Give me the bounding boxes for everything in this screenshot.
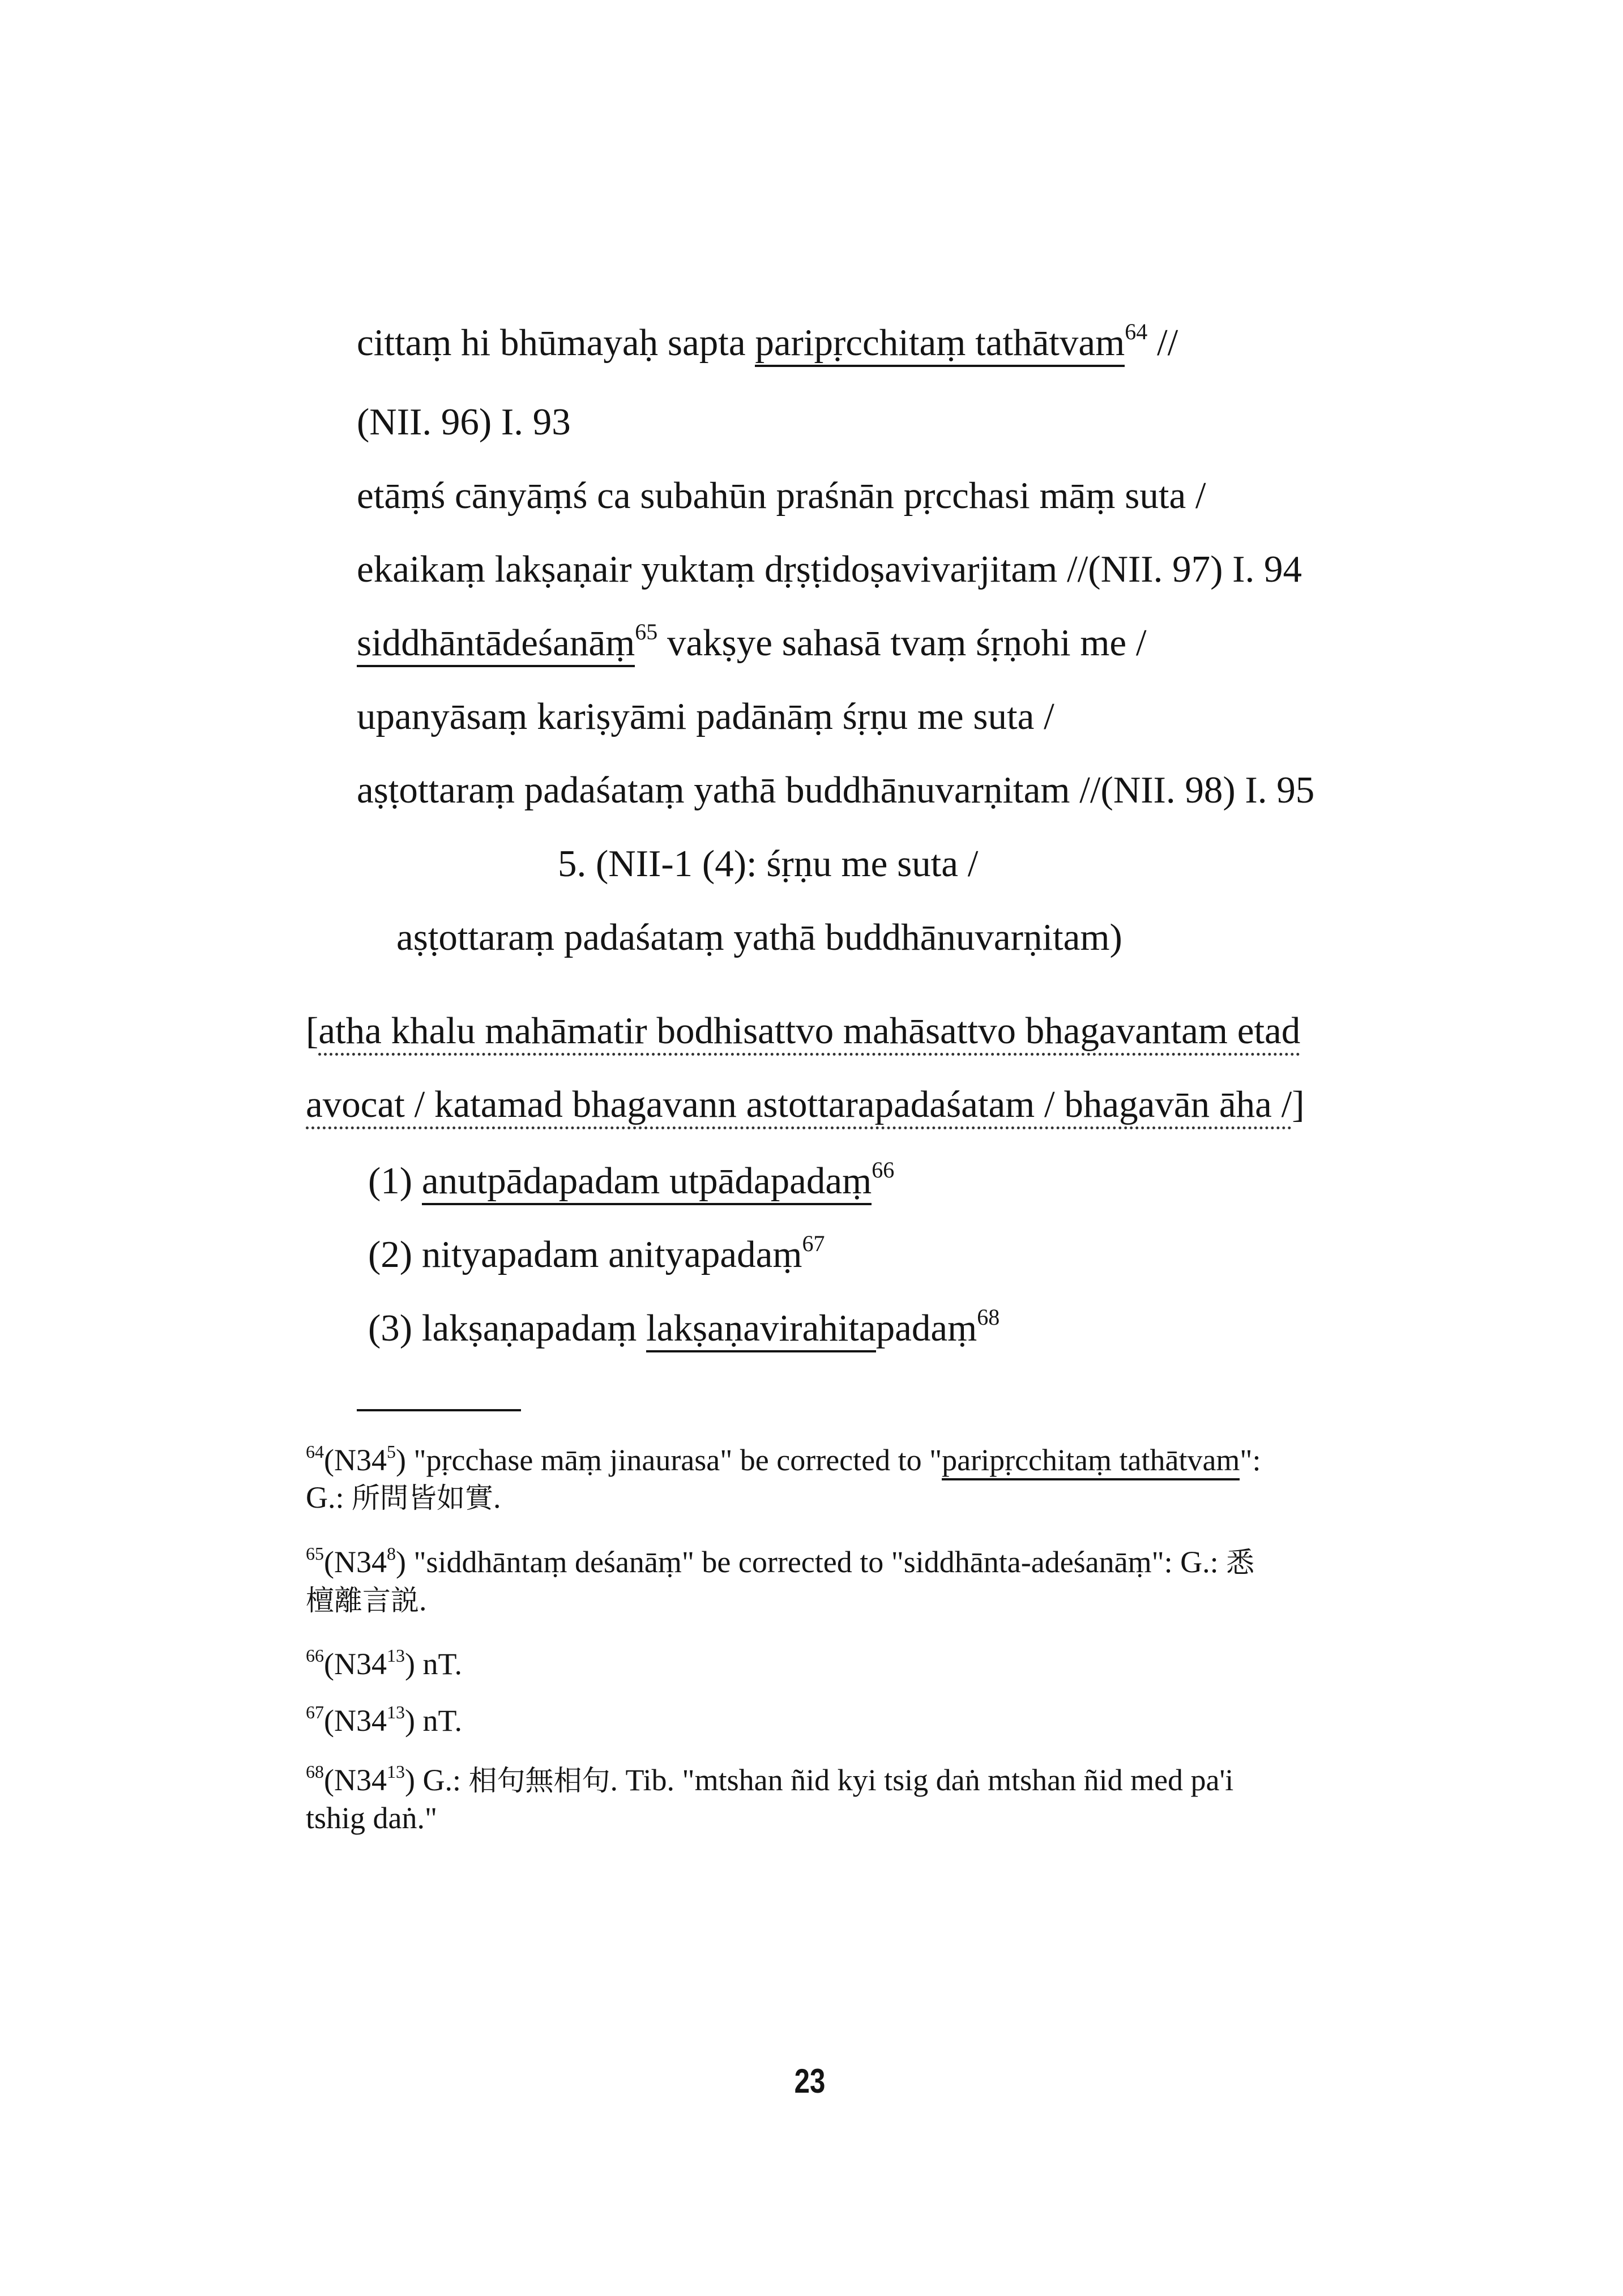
prose-line-1: [atha khalu mahāmatir bodhisattvo mahāsattvo bhagavantam etad [306,1008,1300,1053]
verse-line-6: upanyāsaṃ kariṣyāmi padānāṃ śṛṇu me suta / [357,695,1054,737]
verse-line-4: ekaikaṃ lakṣaṇair yuktaṃ dṛṣṭidoṣavivarjitam //(NII. 97) I. 94 [357,548,1302,590]
footnote-ref-64[interactable]: 64 [1125,319,1148,344]
underlined-term: lakṣaṇavirahita [646,1307,876,1352]
verse-line-7: aṣṭottaraṃ padaśataṃ yathā buddhānuvarṇitam //(NII. 98) I. 95 [357,769,1315,811]
prose-line-2: avocat / katamad bhagavann astottarapadaśatam / bhagavān āha /] [306,1082,1305,1127]
page-number: 23 [794,2062,826,2100]
footnote-ref-68[interactable]: 68 [977,1304,1000,1330]
footnote-67: $^{67}(N34^{13})$ nT. [306,1702,462,1738]
underlined-term: paripṛcchitaṃ tathātvam [942,1443,1240,1480]
verse-line-2: (NII. 96) I. 93 [357,401,571,443]
verse-line-3: etāṃś cānyāṃś ca subahūn praśnān pṛcchasi māṃ suta / [357,475,1206,517]
verse-note-line-1: 5. (NII-1 (4): śṛṇu me suta / [558,843,979,885]
list-item-2: (2) nityapadam anityapadaṃ$^{67}$ [368,1231,825,1275]
footnote-ref-65[interactable]: 65 [635,619,658,645]
footnote-separator [357,1409,521,1411]
footnote-ref-66[interactable]: 66 [872,1157,895,1183]
underlined-term: paripṛcchitaṃ tathātvam [755,322,1125,367]
verse-line-1: cittaṃ hi bhūmayaḥ sapta paripṛcchitaṃ tathātvam$^{64}$ // [357,320,1178,365]
footnote-ref-67[interactable]: 67 [802,1231,825,1256]
underlined-term: siddhāntādeśanāṃ [357,622,635,667]
verse-line-5: siddhāntādeśanāṃ$^{65}$ vakṣye sahasā tvaṃ śṛṇohi me / [357,620,1147,665]
underlined-term: anutpādapadam utpādapadaṃ [422,1160,872,1205]
list-item-3: (3) lakṣaṇapadaṃ lakṣaṇavirahitapadaṃ$^{68}$ [368,1305,1000,1351]
list-item-1: (1) anutpādapadam utpādapadaṃ$^{66}$ [368,1158,894,1204]
footnote-68: $^{68}(N34^{13})$ G.: 相句無相句. Tib. "mtshan ñid kyi tsig daṅ mtshan ñid med pa'i tshig daṅ." [306,1761,1234,1835]
footnote-66: $^{66}(N34^{13})$ nT. [306,1645,462,1681]
footnote-65: $^{65}(N34^8)$ "siddhāntaṃ deśanāṃ" be corrected to "siddhānta-adeśanāṃ": G.: 悉 檀離言説. [306,1543,1255,1617]
dotted-underlined-passage: atha khalu mahāmatir bodhisattvo mahāsattvo bhagavantam etad [318,1010,1300,1056]
verse-note-line-2: aṣṭottaraṃ padaśataṃ yathā buddhānuvarṇitam) [396,916,1122,958]
dotted-underlined-passage: avocat / katamad bhagavann astottarapadaśatam / bhagavān āha / [306,1083,1292,1129]
footnote-64: $^{64}(N34^5)$ "pṛcchase māṃ jinaurasa" be corrected to "paripṛcchitaṃ tathātvam": G.: 所問皆如實. [306,1441,1261,1514]
